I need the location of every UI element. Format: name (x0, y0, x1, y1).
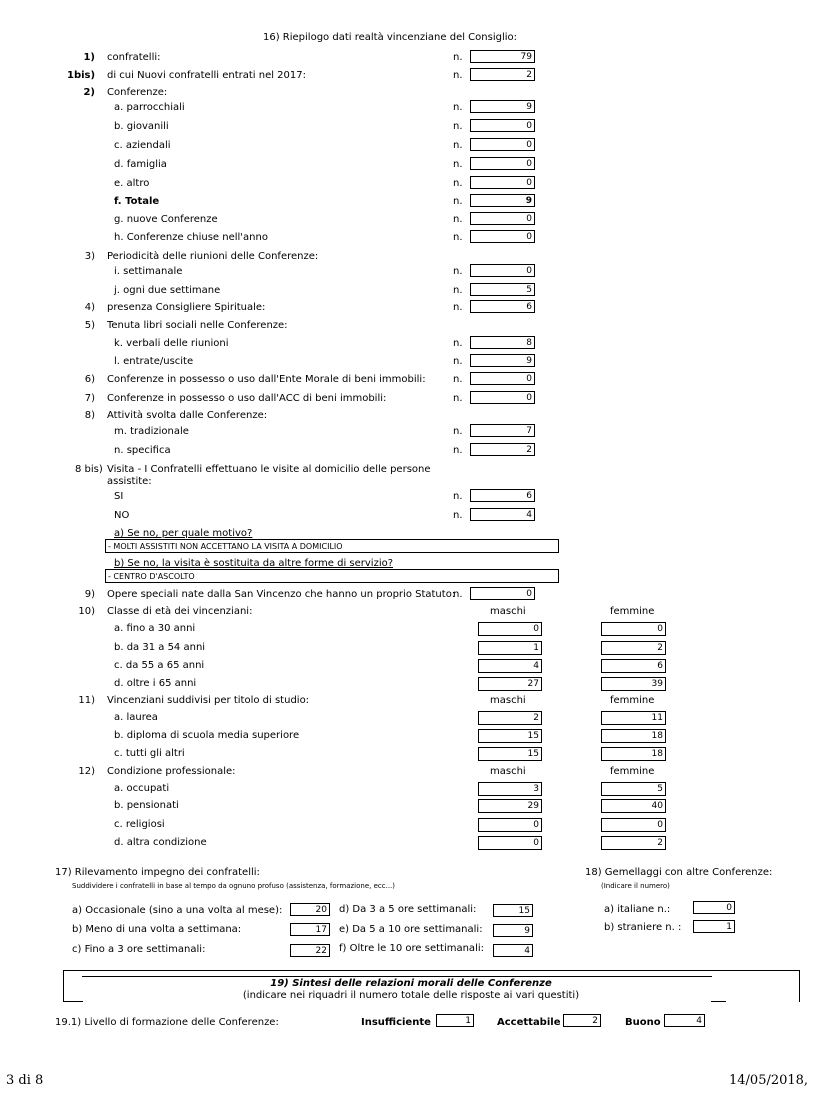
female-value-box[interactable]: 18 (601, 747, 666, 761)
male-value-box[interactable]: 0 (478, 836, 542, 850)
n-label: n. (453, 302, 463, 313)
n-label: n. (453, 102, 463, 113)
impegno-c-label: c) Fino a 3 ore settimanali: (72, 944, 206, 955)
n-label: n. (453, 52, 463, 63)
section-title: 16) Riepilogo dati realtà vincenziane del Consiglio: (263, 32, 518, 43)
male-value-box[interactable]: 4 (478, 659, 542, 673)
female-value-box[interactable]: 18 (601, 729, 666, 743)
visita-question-a: a) Se no, per quale motivo? (114, 528, 253, 539)
n-label: n. (453, 178, 463, 189)
row-label: c. aziendali (114, 140, 171, 151)
row-label: Periodicità delle riunioni delle Conferenze: (107, 251, 319, 262)
maschi-header: maschi (490, 766, 526, 777)
value-box[interactable]: 0 (470, 264, 535, 277)
row-label: k. verbali delle riunioni (114, 338, 229, 349)
value-box[interactable]: 0 (470, 176, 535, 189)
value-box[interactable]: 9 (470, 194, 535, 207)
n-label: n. (453, 159, 463, 170)
row-label: b. pensionati (114, 800, 179, 811)
impegno-e-label: e) Da 5 a 10 ore settimanali: (339, 924, 483, 935)
row-label: Conferenze: (107, 87, 168, 98)
male-value-box[interactable]: 15 (478, 729, 542, 743)
male-value-box[interactable]: 0 (478, 622, 542, 636)
footer-page: 3 di 8 (6, 1073, 44, 1088)
n-label: n. (453, 196, 463, 207)
impegno-b-value[interactable]: 17 (290, 923, 330, 936)
row-label: f. Totale (114, 196, 160, 207)
row-label: c. religiosi (114, 819, 165, 830)
value-box[interactable]: 7 (470, 424, 535, 437)
footer-date: 14/05/2018, (729, 1073, 809, 1088)
row-label: a. occupati (114, 783, 170, 794)
n-label: n. (453, 426, 463, 437)
value-box[interactable]: 6 (470, 300, 535, 313)
visita-answer-b[interactable]: - CENTRO D'ASCOLTO (105, 569, 559, 583)
row-label: g. nuove Conferenze (114, 214, 218, 225)
gemellaggi-it-label: a) italiane n.: (604, 904, 671, 915)
male-value-box[interactable]: 29 (478, 799, 542, 813)
impegno-f-value[interactable]: 4 (493, 944, 533, 957)
visita-label-1: Visita - I Confratelli effettuano le visite al domicilio delle persone (107, 464, 431, 475)
impegno-c-value[interactable]: 22 (290, 944, 330, 957)
impegno-subtitle: Suddividere i confratelli in base al tempo da ognuno profuso (assistenza, formazione, ecc...) (72, 882, 396, 890)
visita-label-2: assistite: (107, 476, 152, 487)
femmine-header: femmine (610, 766, 655, 777)
value-box[interactable]: 0 (470, 372, 535, 385)
value-box[interactable]: 8 (470, 336, 535, 349)
maschi-header: maschi (490, 695, 526, 706)
row-label: d. oltre i 65 anni (114, 678, 197, 689)
n-label: n. (453, 510, 463, 521)
n-label: n. (453, 285, 463, 296)
livello-buo-label: Buono (625, 1017, 661, 1028)
row-label: l. entrate/uscite (114, 356, 194, 367)
row-number: 2) (83, 87, 95, 98)
value-box[interactable]: 0 (470, 138, 535, 151)
femmine-header: femmine (610, 606, 655, 617)
visita-si-label: SI (114, 491, 124, 502)
livello-ins-label: Insufficiente (361, 1017, 431, 1028)
impegno-title: 17) Rilevamento impegno dei confratelli: (55, 867, 260, 878)
section-number: 11) (78, 695, 95, 706)
livello-label: 19.1) Livello di formazione delle Conferenze: (55, 1017, 279, 1028)
section-label: Condizione professionale: (107, 766, 236, 777)
n-label: n. (453, 266, 463, 277)
female-value-box[interactable]: 11 (601, 711, 666, 725)
livello-ins-value[interactable]: 1 (436, 1014, 474, 1027)
female-value-box[interactable]: 0 (601, 818, 666, 832)
sintesi-inner-top (82, 976, 712, 977)
femmine-header: femmine (610, 695, 655, 706)
row-label: a. fino a 30 anni (114, 623, 196, 634)
row-number: 7) (84, 393, 95, 404)
value-box[interactable]: 5 (470, 283, 535, 296)
value-box[interactable]: 0 (470, 230, 535, 243)
n-label: n. (453, 140, 463, 151)
value-box[interactable]: 79 (470, 50, 535, 63)
row-label: Tenuta libri sociali nelle Conferenze: (107, 320, 288, 331)
gemellaggi-st-label: b) straniere n. : (604, 922, 682, 933)
visita-question-b: b) Se no, la visita è sostituita da altre forme di servizio? (114, 558, 394, 569)
n-label: n. (453, 121, 463, 132)
opere-label: Opere speciali nate dalla San Vincenzo che hanno un proprio Statuto: (107, 589, 456, 600)
row-label: n. specifica (114, 445, 171, 456)
row-label: h. Conferenze chiuse nell'anno (114, 232, 268, 243)
impegno-d-value[interactable]: 15 (493, 904, 533, 917)
row-number: 8) (84, 410, 95, 421)
row-label: a. laurea (114, 712, 158, 723)
male-value-box[interactable]: 1 (478, 641, 542, 655)
row-label: b. giovanili (114, 121, 169, 132)
row-label: c. tutti gli altri (114, 748, 185, 759)
n-label: n. (453, 338, 463, 349)
opere-num: 9) (84, 589, 95, 600)
visita-no-value[interactable]: 4 (470, 508, 535, 521)
row-number: 3) (84, 251, 95, 262)
section-label: Classe di età dei vincenziani: (107, 606, 253, 617)
row-label: Conferenze in possesso o uso dall'ACC di beni immobili: (107, 393, 387, 404)
female-value-box[interactable]: 40 (601, 799, 666, 813)
n-label: n. (453, 374, 463, 385)
value-box[interactable]: 2 (470, 68, 535, 81)
n-label: n. (453, 491, 463, 502)
value-box[interactable]: 0 (470, 212, 535, 225)
row-label: b. da 31 a 54 anni (114, 642, 206, 653)
row-label: confratelli: (107, 52, 161, 63)
row-number: 1) (83, 52, 95, 63)
n-label: n. (453, 589, 463, 600)
gemellaggi-subtitle: (Indicare il numero) (601, 882, 670, 890)
male-value-box[interactable]: 0 (478, 818, 542, 832)
row-label: b. diploma di scuola media superiore (114, 730, 300, 741)
female-value-box[interactable]: 5 (601, 782, 666, 796)
n-label: n. (453, 445, 463, 456)
value-box[interactable]: 2 (470, 443, 535, 456)
n-label: n. (453, 356, 463, 367)
row-label: Attività svolta dalle Conferenze: (107, 410, 268, 421)
row-number: 1bis) (67, 70, 96, 81)
row-label: a. parrocchiali (114, 102, 185, 113)
sintesi-top-border (63, 970, 800, 971)
maschi-header: maschi (490, 606, 526, 617)
n-label: n. (453, 232, 463, 243)
female-value-box[interactable]: 2 (601, 836, 666, 850)
visita-no-label: NO (114, 510, 130, 521)
visita-num: 8 bis) (75, 464, 103, 475)
female-value-box[interactable]: 39 (601, 677, 666, 691)
row-number: 5) (84, 320, 95, 331)
section-label: Vincenziani suddivisi per titolo di studio: (107, 695, 310, 706)
row-label: j. ogni due settimane (114, 285, 221, 296)
n-label: n. (453, 70, 463, 81)
female-value-box[interactable]: 6 (601, 659, 666, 673)
row-label: d. famiglia (114, 159, 167, 170)
male-value-box[interactable]: 3 (478, 782, 542, 796)
sintesi-title: 19) Sintesi delle relazioni morali delle Conferenze (270, 978, 552, 989)
value-box[interactable]: 9 (470, 354, 535, 367)
visita-si-value[interactable]: 6 (470, 489, 535, 502)
value-box[interactable]: 0 (470, 119, 535, 132)
livello-buo-value[interactable]: 4 (664, 1014, 705, 1027)
opere-value[interactable]: 0 (470, 587, 535, 600)
male-value-box[interactable]: 27 (478, 677, 542, 691)
row-label: d. altra condizione (114, 837, 207, 848)
row-label: c. da 55 a 65 anni (114, 660, 205, 671)
value-box[interactable]: 0 (470, 157, 535, 170)
impegno-f-label: f) Oltre le 10 ore settimanali: (339, 943, 484, 954)
row-label: e. altro (114, 178, 150, 189)
gemellaggi-title: 18) Gemellaggi con altre Conferenze: (585, 867, 773, 878)
visita-answer-a[interactable]: - MOLTI ASSISTITI NON ACCETTANO LA VISITA A DOMICILIO (105, 539, 559, 553)
gemellaggi-st-value[interactable]: 1 (693, 920, 735, 933)
n-label: n. (453, 393, 463, 404)
row-label: di cui Nuovi confratelli entrati nel 2017: (107, 70, 307, 81)
male-value-box[interactable]: 2 (478, 711, 542, 725)
row-number: 4) (84, 302, 95, 313)
livello-acc-label: Accettabile (497, 1017, 561, 1028)
section-number: 12) (78, 766, 95, 777)
section-number: 10) (78, 606, 95, 617)
female-value-box[interactable]: 0 (601, 622, 666, 636)
livello-acc-value[interactable]: 2 (563, 1014, 601, 1027)
male-value-box[interactable]: 15 (478, 747, 542, 761)
value-box[interactable]: 9 (470, 100, 535, 113)
impegno-e-value[interactable]: 9 (493, 924, 533, 937)
row-label: presenza Consigliere Spirituale: (107, 302, 266, 313)
row-label: m. tradizionale (114, 426, 189, 437)
value-box[interactable]: 0 (470, 391, 535, 404)
impegno-d-label: d) Da 3 a 5 ore settimanali: (339, 904, 477, 915)
impegno-a-value[interactable]: 20 (290, 903, 330, 916)
n-label: n. (453, 214, 463, 225)
impegno-b-label: b) Meno di una volta a settimana: (72, 924, 242, 935)
sintesi-subtitle: (indicare nei riquadri il numero totale delle risposte ai vari questiti) (242, 990, 580, 1001)
row-label: i. settimanale (114, 266, 183, 277)
row-number: 6) (84, 374, 95, 385)
row-label: Conferenze in possesso o uso dall'Ente Morale di beni immobili: (107, 374, 426, 385)
impegno-a-label: a) Occasionale (sino a una volta al mese): (72, 905, 283, 916)
gemellaggi-it-value[interactable]: 0 (693, 901, 735, 914)
female-value-box[interactable]: 2 (601, 641, 666, 655)
